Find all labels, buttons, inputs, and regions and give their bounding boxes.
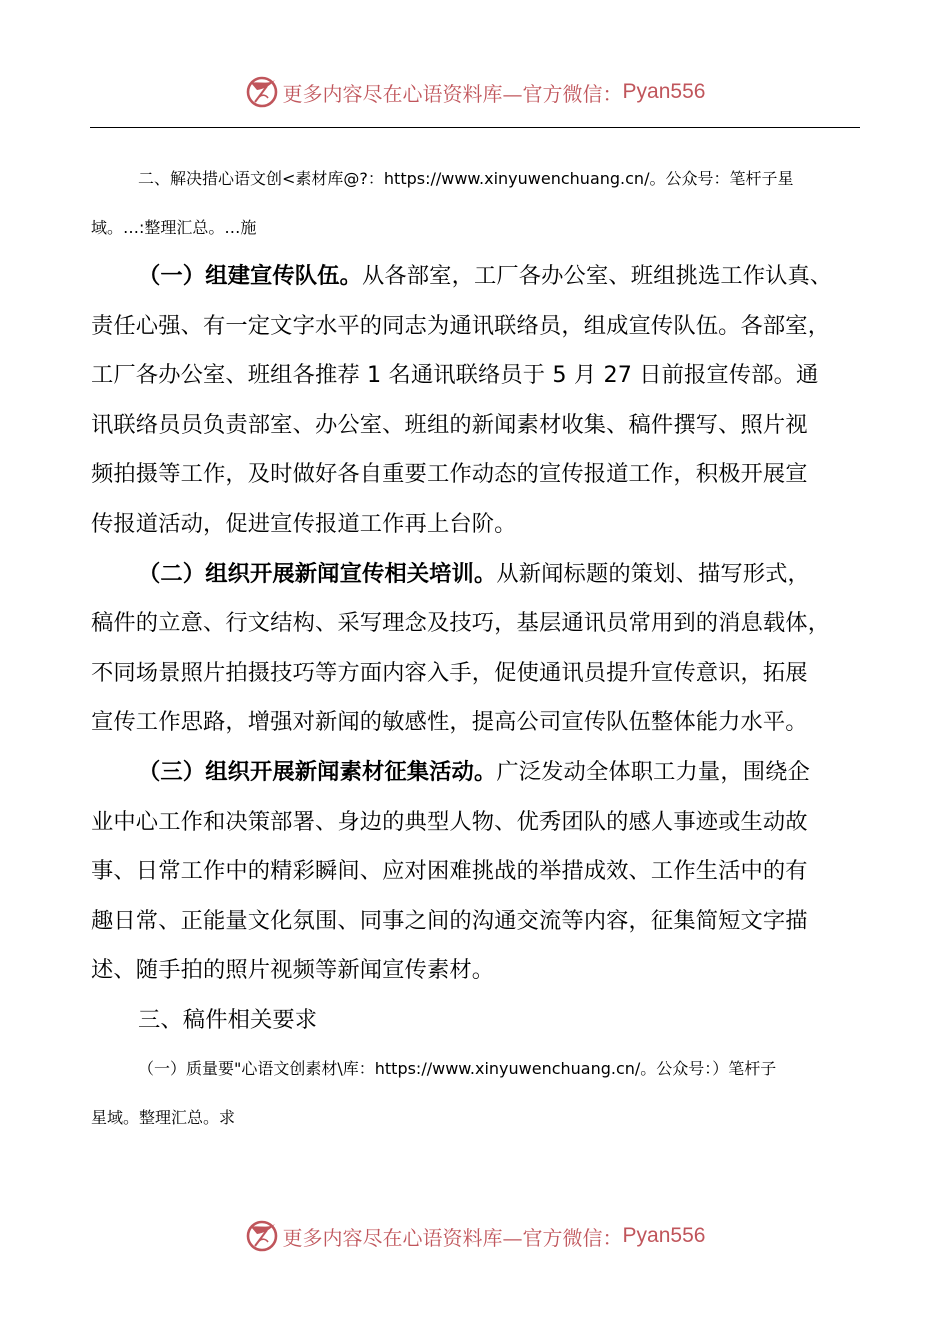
- item3-line1: [91, 748, 908, 798]
- item3-line5: 述、随手拍的照片视频等新闻宣传素材。: [91, 957, 495, 984]
- item1-line4: 讯联络员员负责部室、办公室、班组的新闻素材收集、稿件撰写、照片视: [91, 411, 808, 438]
- section2-heading-line2: 域。…:整理汇总。…施: [91, 218, 257, 237]
- item1-line1: [91, 252, 908, 302]
- quill-pen-logo-icon: [245, 1219, 279, 1253]
- item1-line6: 传报道活动，促进宣传报道工作再上台阶。: [91, 511, 517, 537]
- item2-line4: 宣传工作思路，增强对新闻的敏感性，提高公司宣传队伍整体能力水平。: [91, 709, 808, 736]
- item2-line1-text: 从新闻标题的策划、描写形式，: [496, 560, 810, 587]
- item1-line2: 责任心强、有一定文字水平的同志为通讯联络员，组成宣传队伍。各部室，: [91, 312, 831, 339]
- item2-line2: 稿件的立意、行文结构、采写理念及技巧，基层通讯员常用到的消息载体，: [91, 610, 831, 637]
- header-banner: [0, 70, 950, 114]
- footer-ad-wechat-id: Pyan556: [622, 1224, 706, 1247]
- item1-line3: 工厂各办公室、班组各推荐 1 名通讯联络员于 5 月 27 日前报宣传部。通: [91, 362, 819, 389]
- item2-line1: [91, 550, 908, 600]
- footer-ad-text: 更多内容尽在心语资料库—官方微信：: [282, 1225, 623, 1250]
- section3-heading: 三、稿件相关要求: [138, 1007, 318, 1033]
- item2-line3: 不同场景照片拍摄技巧等方面内容入手，促使通讯员提升宣传意识，拓展: [91, 659, 808, 686]
- section3-item1-line2: 星域。整理汇总。求: [91, 1108, 236, 1127]
- item3-title: （三）组织开展新闻素材征集活动。: [138, 759, 497, 785]
- section3-item1-line1: （一）质量要"心语文创素材\库：https://www.xinyuwenchuang.cn/。公众号：）笔杆子: [138, 1059, 777, 1078]
- footer-banner: [0, 1214, 950, 1258]
- item2-title: （二）组织开展新闻宣传相关培训。: [138, 560, 497, 587]
- item3-line1-text: 广泛发动全体职工力量，围绕企: [496, 759, 810, 785]
- item1-line1-text: 从各部室，工厂各办公室、班组挑选工作认真、: [361, 263, 833, 289]
- item3-line4: 趣日常、正能量文化氛围、同事之间的沟通交流等内容，征集简短文字描: [91, 907, 808, 934]
- item3-line3: 事、日常工作中的精彩瞬间、应对困难挑战的举措成效、工作生活中的有: [91, 858, 808, 885]
- section2-heading-line1: 二、解决措心语文创<素材库@?：https://www.xinyuwenchuang.cn/。公众号：笔杆子星: [138, 169, 794, 188]
- item1-title: （一）组建宣传队伍。: [138, 263, 362, 289]
- header-ad-wechat-id: Pyan556: [622, 80, 706, 103]
- quill-pen-logo-icon: [245, 75, 279, 109]
- item1-line5: 频拍摄等工作，及时做好各自重要工作动态的宣传报道工作，积极开展宣: [91, 461, 808, 488]
- header-divider: [90, 127, 860, 128]
- item3-line2: 业中心工作和决策部署、身边的典型人物、优秀团队的感人事迹或生动故: [91, 808, 808, 835]
- header-ad-text: 更多内容尽在心语资料库—官方微信：: [282, 81, 623, 106]
